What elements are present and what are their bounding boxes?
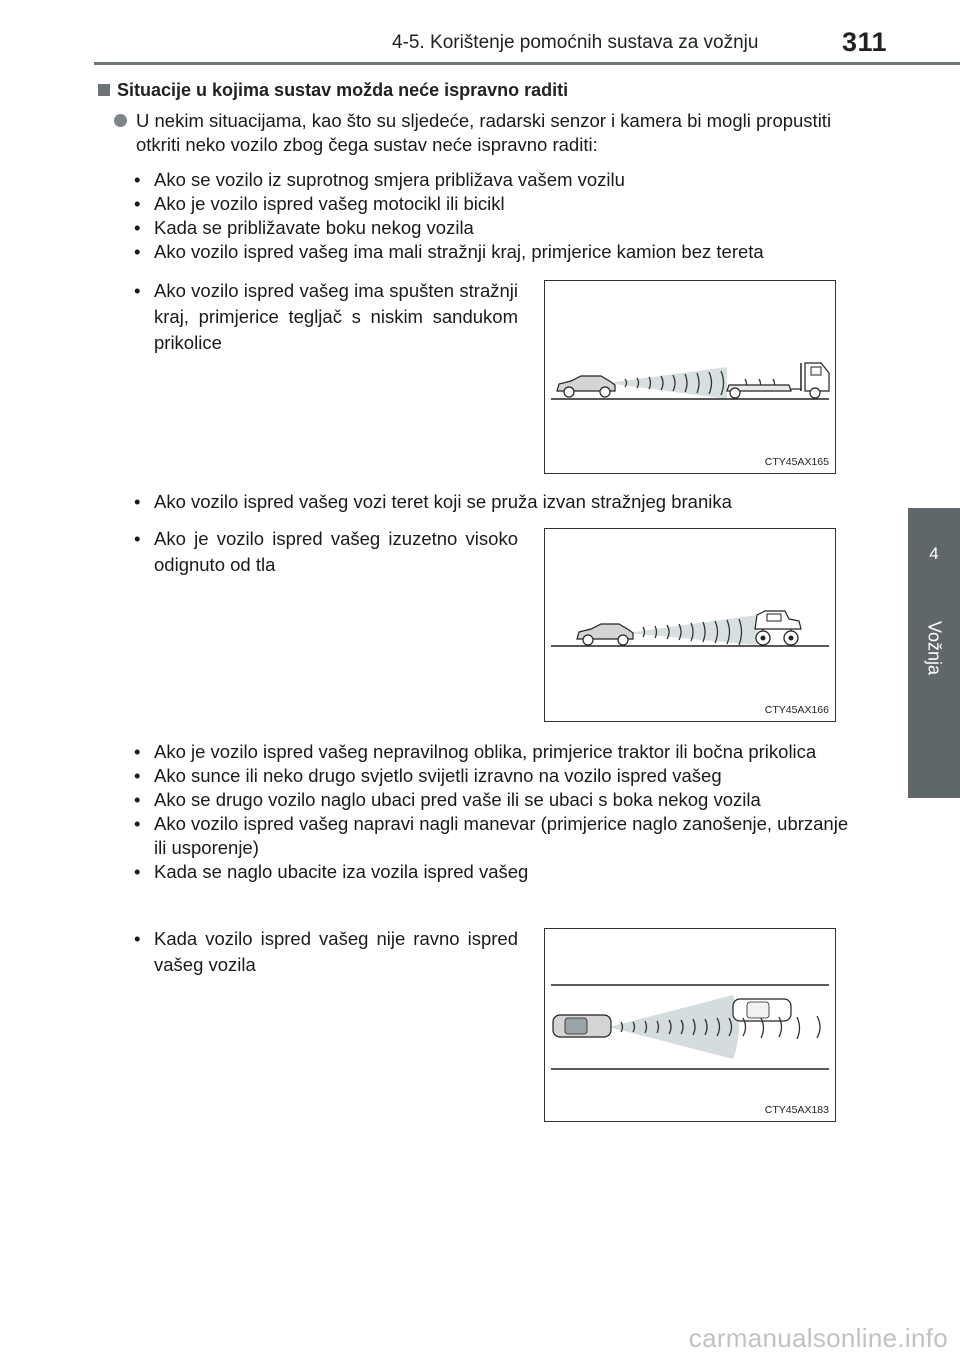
section-heading-text: Situacije u kojima sustav možda neće ispravno raditi [117,80,569,100]
bullet-icon: • [134,280,141,301]
list-item: • Ako je vozilo ispred vašeg motocikl ili bicikl [134,193,505,214]
situation-list-not-straight [124,926,518,978]
figure-low-trailer [544,280,836,474]
situation-list-high-clearance [124,526,518,578]
situation-list-1 [124,168,864,264]
chapter-label: Vožnja [924,620,945,676]
bullet-icon: • [134,765,141,786]
figure-code: CTY45AX165 [764,456,829,468]
page-header-title: 4-5. Korištenje pomoćnih sustava za vožnju [392,32,759,53]
situation-list-low-rear [124,278,518,356]
high-clearance-illustration [545,529,835,721]
bullet-icon: • [134,813,141,834]
page-number: 311 [842,27,888,57]
list-item: • Ako vozilo ispred vašeg ima spušten stražnji kraj, primjerice tegljač s niskim sandukom prikolice [134,280,518,353]
list-item: • Ako se vozilo iz suprotnog smjera približava vašem vozilu [134,169,625,190]
figure-code: CTY45AX183 [764,1104,829,1116]
intro-text: U nekim situacijama, kao što su sljedeće, radarski senzor i kamera bi mogli propustiti otkriti neko vozilo zbog čega sustav neće ispravno raditi: [136,110,832,155]
bullet-icon: • [134,193,141,214]
chapter-number: 4 [929,544,939,563]
figure-code: CTY45AX166 [764,704,829,716]
bullet-icon: • [134,217,141,238]
list-item: • Ako vozilo ispred vašeg ima mali stražnji kraj, primjerice kamion bez tereta [134,241,764,262]
figure-offset-vehicle [544,928,836,1122]
bullet-icon: • [134,528,141,549]
list-item: • Ako je vozilo ispred vašeg izuzetno visoko odignuto od tla [134,528,518,575]
situation-list-2 [124,740,864,884]
offset-vehicle-illustration [545,929,835,1121]
bullet-icon: • [134,928,141,949]
list-item: • Kada vozilo ispred vašeg nije ravno ispred vašeg vozila [134,928,518,975]
square-bullet-icon [98,84,110,96]
list-item: • Ako vozilo ispred vašeg vozi teret koji se pruža izvan stražnjeg branika [134,491,732,512]
list-item: • Ako se drugo vozilo naglo ubaci pred vaše ili se ubaci s boka nekog vozila [134,789,761,810]
chapter-side-tab [908,508,960,798]
list-item: • Kada se približavate boku nekog vozila [134,217,474,238]
list-item: • Ako vozilo ispred vašeg napravi nagli manevar (primjerice naglo zanošenje, ubrzanje ili usporenje) [134,813,849,858]
bullet-icon: • [134,789,141,810]
bullet-icon: • [134,241,141,262]
bullet-icon: • [134,491,141,512]
situation-list-cargo [124,490,864,514]
list-item: • Ako je vozilo ispred vašeg nepravilnog oblika, primjerice traktor ili bočna prikolica [134,741,817,762]
header-rule [94,62,960,65]
circle-bullet-icon [114,114,127,127]
bullet-icon: • [134,741,141,762]
list-item: • Kada se naglo ubacite iza vozila ispred vašeg [134,861,529,882]
list-item: • Ako sunce ili neko drugo svjetlo svijetli izravno na vozilo ispred vašeg [134,765,722,786]
bullet-icon: • [134,169,141,190]
low-trailer-illustration [545,281,835,473]
intro-paragraph [114,109,862,157]
figure-high-clearance [544,528,836,722]
bullet-icon: • [134,861,141,882]
watermark: carmanualsonline.info [688,1323,948,1353]
section-heading [98,80,568,101]
